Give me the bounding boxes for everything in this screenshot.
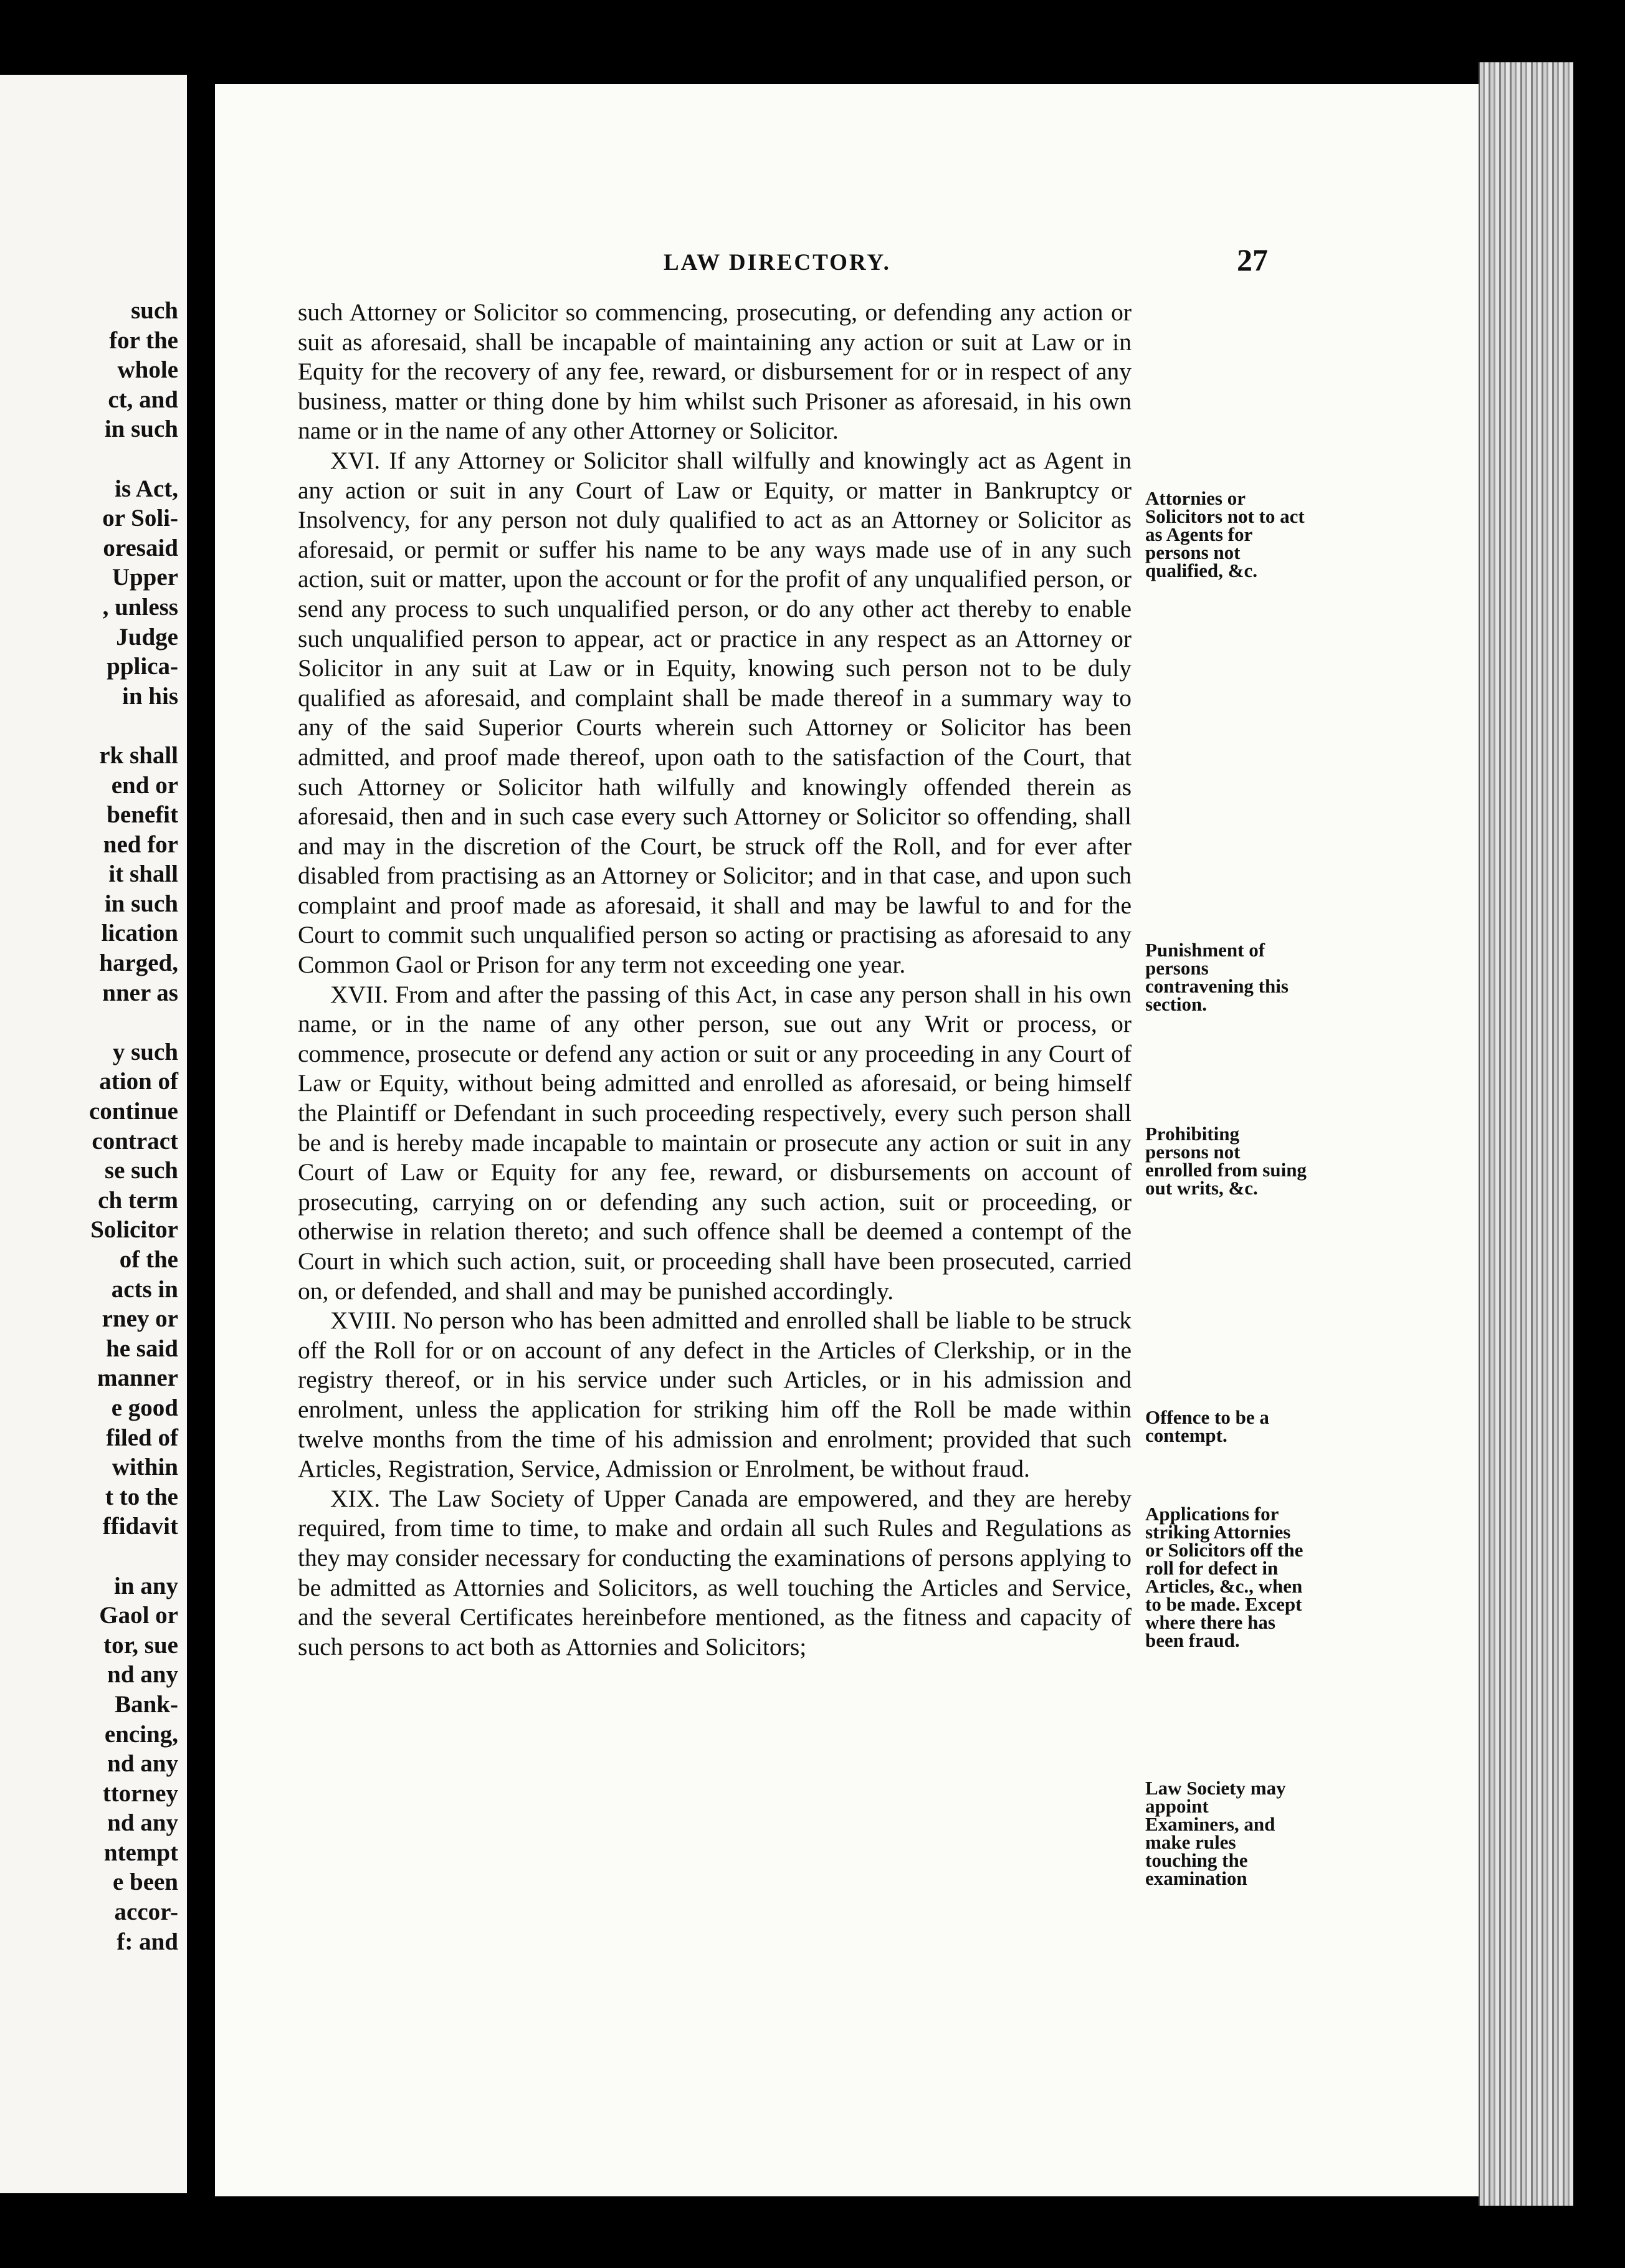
previous-page-line: ntempt [103,1839,178,1866]
previous-page-line: ned for [103,831,178,858]
previous-page-line: f: and [117,1928,178,1955]
previous-page-line: or Soli- [102,505,178,532]
previous-page-line: y such [112,1038,178,1065]
previous-page-fragment [0,75,187,2193]
previous-page-line: Judge [116,623,178,650]
margin-note-contempt: Offence to be a contempt. [1145,1406,1269,1446]
previous-page-line: he said [106,1335,178,1362]
previous-page-line: nd any [107,1750,178,1778]
previous-page-line: nd any [107,1809,178,1837]
previous-page-line: such [131,297,178,324]
previous-page-line [89,1541,178,1571]
margin-note-punishment: Punishment of persons contravening this section. [1145,939,1289,1015]
previous-page-line: nner as [102,979,178,1006]
margin-note-agents: Attornies or Solicitors not to act as Agents for persons not qualified, &c. [1145,487,1305,581]
previous-page-line: ffidavit [102,1513,178,1540]
running-head: LAW DIRECTORY. [664,250,891,275]
previous-page-line: in such [104,890,178,917]
previous-page-line: filed of [106,1424,178,1451]
section-xvi: XVI. If any Attorney or Solicitor shall wilfully and knowingly act as Agent in any action or suit in any Court of Law or Equity, or matter in Bankruptcy or Insolvency, for any person not duly qualified to act as an Attorney or Solicitor as aforesaid, or permit or suffer his name to be any ways made use of in any such action, suit or matter, upon the account or for the profit of any unqualified person, or send any process to such unqualified person, or do any other act thereby to enable such unqualified person to appear, act or practice in any respect as an Attorney or Solicitor in any suit at Law or in Equity, knowing such person not to be duly qualified as aforesaid, and complaint shall be made thereof in a summary way to any of the said Superior Courts wherein such Attorney or Solicitor has been admitted, and proof made thereof, upon oath to the satisfaction of the Court, that such Attorney or Solicitor hath wilfully and knowingly offended therein as aforesaid, then and in such case every such Attorney or Solicitor so offending, shall and may in the discretion of the Court, be struck off the Roll, and for ever after disabled from practising as an Attorney or Solicitor; and in that case, and upon such complaint and proof made as aforesaid, it shall and may be lawful to and for the Court to commit such unqualified person so acting or practising as aforesaid to any Common Gaol or Prison for any term not exceeding one year. [298,446,1132,979]
previous-page-line: , unless [102,593,178,621]
previous-page-line: in his [122,682,178,710]
margin-note-applications: Applications for striking Attornies or Solicitors off the roll for defect in Articles, &c., when to be made. Except where there has been fraud. [1145,1503,1303,1651]
previous-page-line: rney or [102,1305,178,1333]
previous-page-line: lication [101,920,178,947]
previous-page-line: Upper [112,564,178,591]
body-text [298,298,1132,1662]
section-xvii: XVII. From and after the passing of this Act, in case any person shall in his own name, or in the name of any other person, sue out any Writ or process, or commence, prosecute or defend any action or suit or any proceeding in any Court of Law or Equity, without being admitted and enrolled as aforesaid, or being himself the Plaintiff or Defendant in such proceeding respectively, every such person shall be and is hereby made incapable to maintain or prosecute any action or suit in any Court of Law or Equity for any fee, reward, or disbursements on account of prosecuting, carrying on or defending any such action, suit or proceeding, or otherwise in relation thereto; and such offence shall be deemed a contempt of the Court in which such action, suit, or proceeding shall have been prosecuted, carried on, or defended, and shall and may be punished accordingly. [298,980,1132,1305]
page-number: 27 [1237,242,1268,277]
previous-page-line: of the [119,1246,178,1273]
previous-page-line: within [112,1454,178,1481]
previous-page-line [89,711,178,741]
previous-page-line: e been [112,1869,178,1896]
previous-page-line: acts in [111,1275,178,1303]
previous-page-line: manner [97,1365,178,1392]
previous-page-line: ation of [99,1068,178,1095]
previous-page-line: whole [117,356,178,384]
previous-page-line: it shall [108,860,178,888]
previous-page-line: in such [104,416,178,443]
previous-page-line: benefit [107,801,178,829]
margin-note-law-society: Law Society may appoint Examiners, and make rules touching the examination [1145,1777,1286,1889]
previous-page-line: for the [109,326,178,354]
previous-page-line: t to the [105,1483,178,1510]
previous-page-line: is Act, [115,475,178,502]
previous-page-line [89,444,178,474]
previous-page-line: continue [88,1098,178,1125]
previous-page-line: encing, [104,1720,178,1748]
previous-page-line: Bank- [115,1690,178,1718]
previous-page-line: tor, sue [103,1631,178,1659]
margin-note-prohibiting: Prohibiting persons not enrolled from suing out writs, &c. [1145,1123,1307,1199]
previous-page-line: contract [92,1127,178,1155]
previous-page-line: Solicitor [90,1216,178,1244]
previous-page-line: nd any [107,1661,178,1689]
section-xviii: XVIII. No person who has been admitted and enrolled shall be liable to be struck off the Roll for or on account of any defect in the Articles of Clerkship, or in the registry thereof, or in his service under such Articles, or in his admission and enrolment, unless the application for striking him off the Roll be made within twelve months from the time of his admission and enrolment; provided that such Articles, Registration, Service, Admission or Enrolment, be without fraud. [298,1307,1132,1483]
previous-page-lines [89,296,178,1956]
previous-page-line: end or [111,771,178,799]
previous-page-line: ttorney [102,1780,178,1807]
previous-page-line: in any [114,1572,178,1599]
previous-page-line: pplica- [107,653,178,680]
previous-page-line: se such [104,1157,178,1184]
previous-page-line: Gaol or [99,1602,178,1629]
section-xix: XIX. The Law Society of Upper Canada are empowered, and they are hereby required, from time to time, to make and ordain all such Rules and Regulations as they may consider necessary for conducting the examinations of persons applying to be admitted as Attornies and Solicitors, as well touching the Articles and Service, and the several Certificates hereinbefore mentioned, as the fitness and capacity of such persons to act both as Attornies and Solicitors; [298,1484,1132,1660]
previous-page-line: e good [111,1394,178,1421]
previous-page-line: ch term [98,1186,178,1214]
page-edges [1479,62,1573,2206]
paragraph-continuation: such Attorney or Solicitor so commencing, prosecuting, or defending any action or suit as aforesaid, shall be incapable of maintaining any action or suit at Law or in Equity for the recovery of any fee, reward, or disbursement for or in respect of any business, matter or thing done by him whilst such Prisoner as aforesaid, in his own name or in the name of any other Attorney or Solicitor. [298,298,1132,445]
previous-page-line [89,1008,178,1037]
previous-page-line: accor- [114,1899,178,1926]
previous-page-line: ct, and [108,386,178,413]
previous-page-line: oresaid [103,534,178,561]
previous-page-line: harged, [99,950,178,977]
previous-page-line: rk shall [99,741,178,769]
